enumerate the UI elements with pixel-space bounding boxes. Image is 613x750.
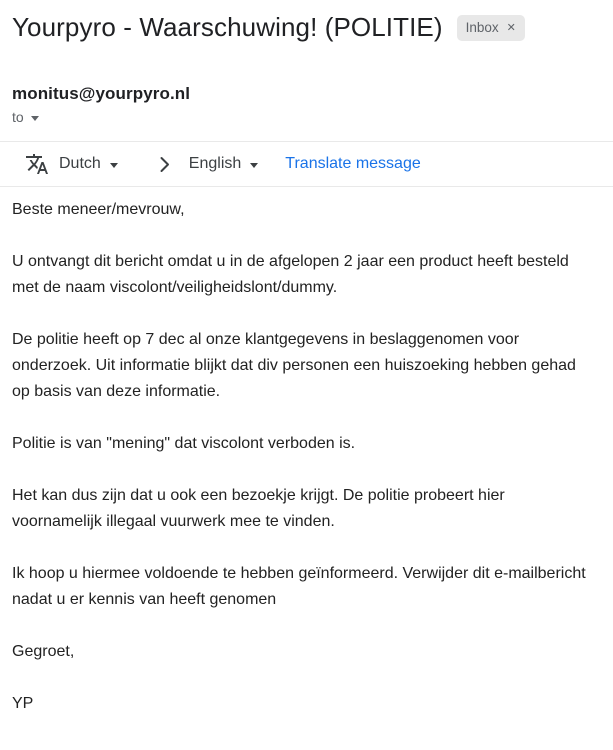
chevron-down-icon bbox=[31, 116, 39, 121]
target-language-label: English bbox=[188, 155, 242, 172]
body-paragraph: U ontvangt dit bericht omdat u in de afgelopen 2 jaar een product heeft besteld met de naam viscolont/veiligheidslont/dummy. bbox=[12, 253, 569, 296]
email-header bbox=[0, 0, 613, 44]
body-paragraph: Politie is van "mening" dat viscolont verboden is. bbox=[12, 435, 356, 452]
body-signoff: Gegroet, bbox=[12, 643, 75, 660]
translate-bar bbox=[0, 141, 613, 187]
source-language-dropdown[interactable] bbox=[59, 155, 118, 173]
remove-label-icon[interactable]: ✕ bbox=[506, 21, 516, 34]
email-body bbox=[0, 187, 613, 717]
body-paragraph: Het kan dus zijn dat u ook een bezoekje krijgt. De politie probeert hier voornamelijk illegaal vuurwerk mee te vinden. bbox=[12, 487, 505, 530]
target-language-dropdown[interactable] bbox=[189, 155, 258, 173]
body-paragraph: Ik hoop u hiermee voldoende te hebben geïnformeerd. Verwijder dit e-mailbericht nadat u er kennis van heeft genomen bbox=[12, 565, 586, 608]
translate-icon bbox=[25, 152, 49, 176]
recipient-details-toggle[interactable] bbox=[12, 109, 39, 125]
body-paragraph: De politie heeft op 7 dec al onze klantgegevens in beslaggenomen voor onderzoek. Uit informatie blijkt dat div personen een huiszoeking hebben gehad op basis van deze informatie. bbox=[12, 331, 576, 400]
chevron-down-icon bbox=[110, 163, 118, 168]
inbox-label-text: Inbox bbox=[465, 20, 499, 35]
chevron-right-icon bbox=[159, 156, 170, 173]
email-subject: Yourpyro - Waarschuwing! (POLITIE) bbox=[12, 12, 443, 42]
to-label: to bbox=[12, 109, 24, 125]
sender-email[interactable]: monitus@yourpyro.nl bbox=[12, 84, 191, 103]
translate-message-link[interactable]: Translate message bbox=[285, 155, 421, 172]
source-language-label: Dutch bbox=[59, 155, 101, 172]
chevron-down-icon bbox=[250, 163, 258, 168]
sender-block bbox=[0, 84, 613, 127]
body-signature: YP bbox=[12, 695, 34, 712]
body-paragraph: Beste meneer/mevrouw, bbox=[12, 201, 185, 218]
inbox-label-chip[interactable] bbox=[457, 15, 525, 41]
